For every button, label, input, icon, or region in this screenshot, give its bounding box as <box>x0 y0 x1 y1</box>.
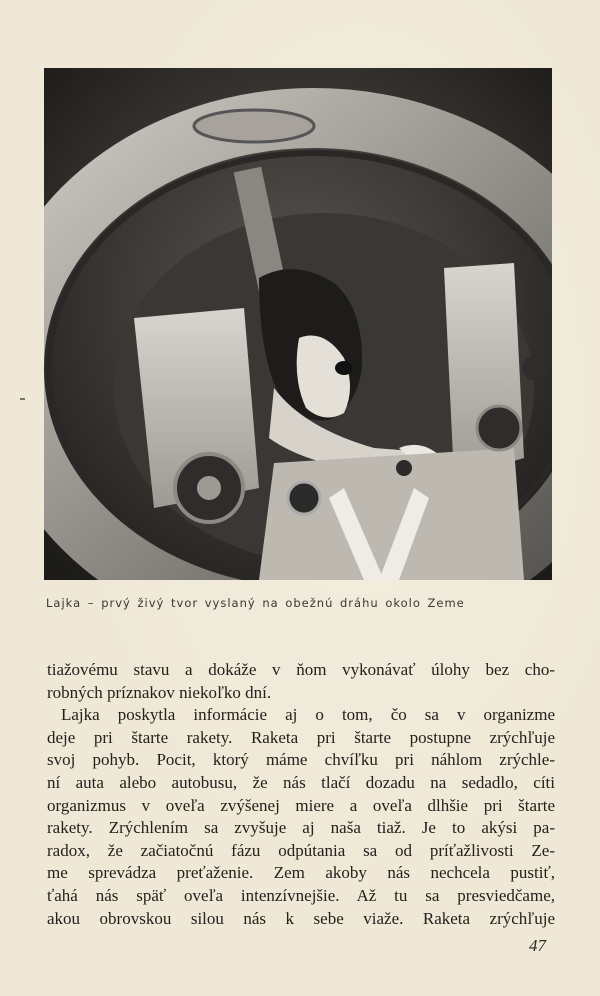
text-line: robných príznakov niekoľko dní. <box>47 682 272 702</box>
text-line: radox, že začiatočnú fázu odpútania sa od príťažlivosti Ze- <box>47 840 555 860</box>
text-line: akou obrovskou silou nás k sebe viaže. Raketa zrýchľuje <box>47 908 555 928</box>
margin-mark <box>20 398 25 400</box>
text-line: svoj pohyb. Pocit, ktorý máme chvíľku pri náhlom zrýchle- <box>47 750 555 770</box>
text-line: deje pri štarte rakety. Raketa pri štarte postupne zrýchľuje <box>47 727 555 747</box>
text-line: rakety. Zrýchlením sa zvyšuje aj naša tiaž. Je to akýsi pa- <box>47 818 555 838</box>
text-line: organizmus v oveľa zvýšenej miere a oveľa dlhšie pri štarte <box>47 795 555 815</box>
photo-caption: Lajka – prvý živý tvor vyslaný na obežnú dráhu okolo Zeme <box>46 596 465 610</box>
photograph-laika-in-capsule <box>44 68 552 580</box>
text-line: Lajka poskytla informácie aj o tom, čo sa v organizme <box>61 705 555 725</box>
body-text <box>47 659 555 930</box>
text-line: ťahá nás späť oveľa intenzívnejšie. Až tu sa presviedčame, <box>47 885 555 905</box>
page-number: 47 <box>529 936 546 955</box>
text-line: ní auta alebo autobusu, že nás tlačí dozadu na sedadlo, cíti <box>47 772 555 792</box>
text-line: tiažovému stavu a dokáže v ňom vykonávať úlohy bez cho- <box>47 660 555 679</box>
text-line: me sprevádza preťaženie. Zem akoby nás nechcela pustiť, <box>47 863 555 883</box>
